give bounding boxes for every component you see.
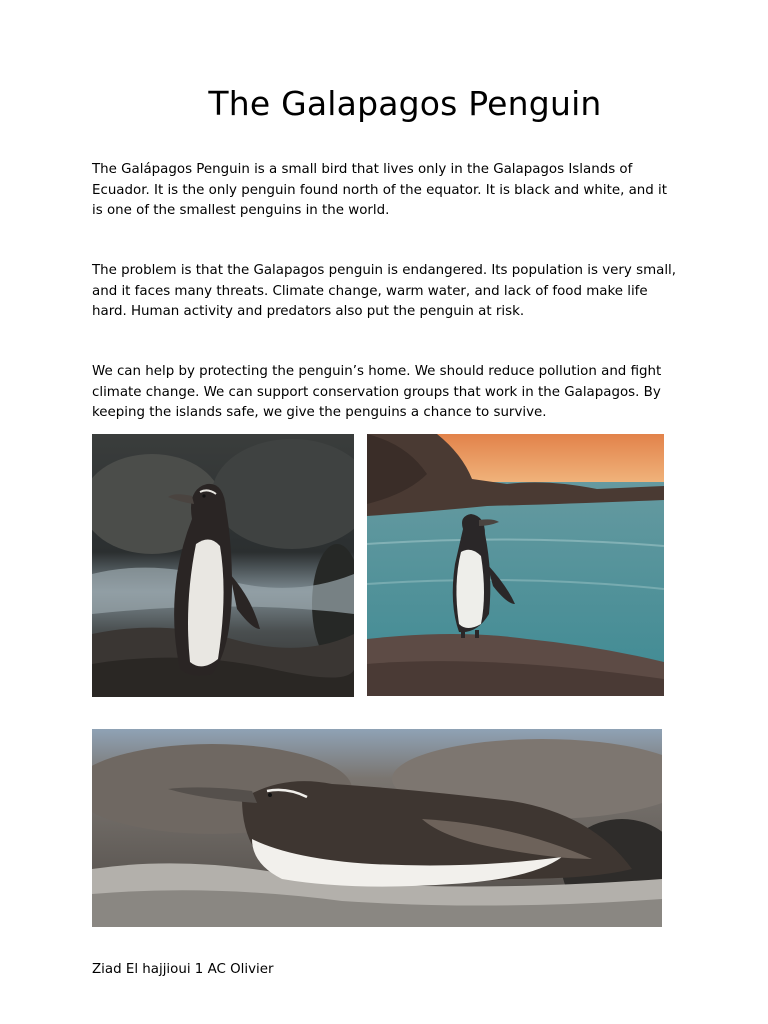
document-title: The Galapagos Penguin <box>208 84 602 123</box>
penguin-photo-standing-rocks <box>92 434 354 697</box>
penguin-photo-lying-rocks <box>92 729 662 927</box>
paragraph-problem: The problem is that the Galapagos penguin is endangered. Its population is very small, and it faces many threats. Climate change, warm water, and lack of food make life hard. Human activity and predators also put the penguin at risk. <box>92 263 677 319</box>
penguin-photo-shore-sunset <box>367 434 664 696</box>
paragraph-intro: The Galápagos Penguin is a small bird that lives only in the Galapagos Islands of Ecuador. It is the only penguin found north of the equator. It is black and white, and it is one of the smallest penguins in the world. <box>92 162 668 218</box>
paragraph-solution: We can help by protecting the penguin’s home. We should reduce pollution and fight climate change. We can support conservation groups that work in the Galapagos. By keeping the islands safe, we give the penguins a chance to survive. <box>92 364 662 420</box>
author-line: Ziad El hajjioui 1 AC Olivier <box>92 962 274 977</box>
